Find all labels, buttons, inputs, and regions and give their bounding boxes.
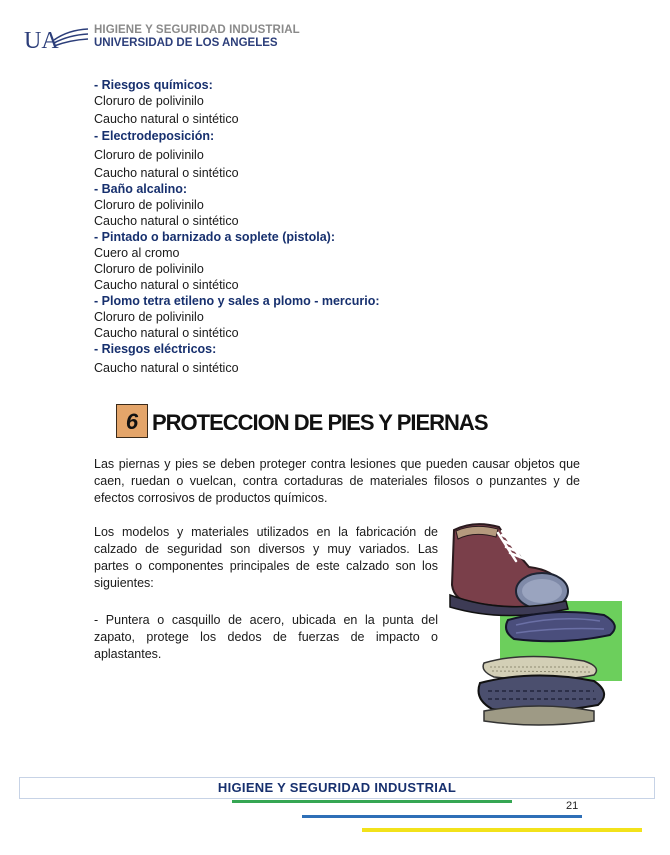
intro-paragraph: Las piernas y pies se deben proteger contra lesiones que pueden causar objetos que caen, ruedan o vuelcan, contra cortaduras de materiales filosos o punzantes y de efectos corrosivos de productos químicos. xyxy=(94,457,580,505)
header-text xyxy=(94,24,300,50)
toecap-paragraph: - Puntera o casquillo de acero, ubicada en la punta del zapato, protege los dedos de fuerzas de impacto o aplastantes. xyxy=(94,613,438,661)
risk-group xyxy=(94,128,574,181)
logo-letters: UA xyxy=(24,28,59,54)
footer xyxy=(19,777,655,799)
risk-heading: - Electrodeposición: xyxy=(94,129,215,143)
section-title: PROTECCION DE PIES Y PIERNAS xyxy=(152,410,488,435)
section-number: 6 xyxy=(116,404,148,438)
safety-boot-illustration xyxy=(444,515,634,740)
footer-blue-line xyxy=(302,815,582,818)
header xyxy=(24,20,444,60)
material-item: Cloruro de polivinilo xyxy=(94,198,204,212)
footer-yellow-line xyxy=(362,828,642,832)
risk-heading: - Riesgos eléctricos: xyxy=(94,342,217,356)
material-item: Cloruro de polivinilo xyxy=(94,148,204,162)
footer-green-line xyxy=(232,800,512,803)
risk-group xyxy=(94,77,574,127)
material-item: Cuero al cromo xyxy=(94,246,180,260)
risk-heading: - Pintado o barnizado a soplete (pistola): xyxy=(94,230,335,244)
page-number: 21 xyxy=(566,800,579,812)
material-item: Cloruro de polivinilo xyxy=(94,310,204,324)
risk-heading: - Riesgos químicos: xyxy=(94,78,213,92)
material-item: Cloruro de polivinilo xyxy=(94,94,204,108)
material-item: Caucho natural o sintético xyxy=(94,326,239,340)
header-subtitle: UNIVERSIDAD DE LOS ANGELES xyxy=(94,37,278,49)
material-item: Caucho natural o sintético xyxy=(94,361,239,375)
risk-group xyxy=(94,181,574,229)
section-heading xyxy=(116,404,516,442)
risk-heading: - Plomo tetra etileno y sales a plomo - mercurio: xyxy=(94,294,380,308)
risk-group xyxy=(94,229,574,293)
risk-list xyxy=(94,77,574,376)
models-paragraph: Los modelos y materiales utilizados en la fabricación de calzado de seguridad son diversos y muy variados. Las partes o componentes principales de este calzado son los siguientes: xyxy=(94,525,438,590)
material-item: Caucho natural o sintético xyxy=(94,166,239,180)
risk-group xyxy=(94,341,574,376)
header-title: HIGIENE Y SEGURIDAD INDUSTRIAL xyxy=(94,24,300,36)
university-logo xyxy=(24,24,90,54)
material-item: Caucho natural o sintético xyxy=(94,278,239,292)
material-item: Caucho natural o sintético xyxy=(94,112,239,126)
material-item: Cloruro de polivinilo xyxy=(94,262,204,276)
material-item: Caucho natural o sintético xyxy=(94,214,239,228)
risk-group xyxy=(94,293,574,341)
risk-heading: - Baño alcalino: xyxy=(94,182,188,196)
footer-title: HIGIENE Y SEGURIDAD INDUSTRIAL xyxy=(217,780,457,795)
